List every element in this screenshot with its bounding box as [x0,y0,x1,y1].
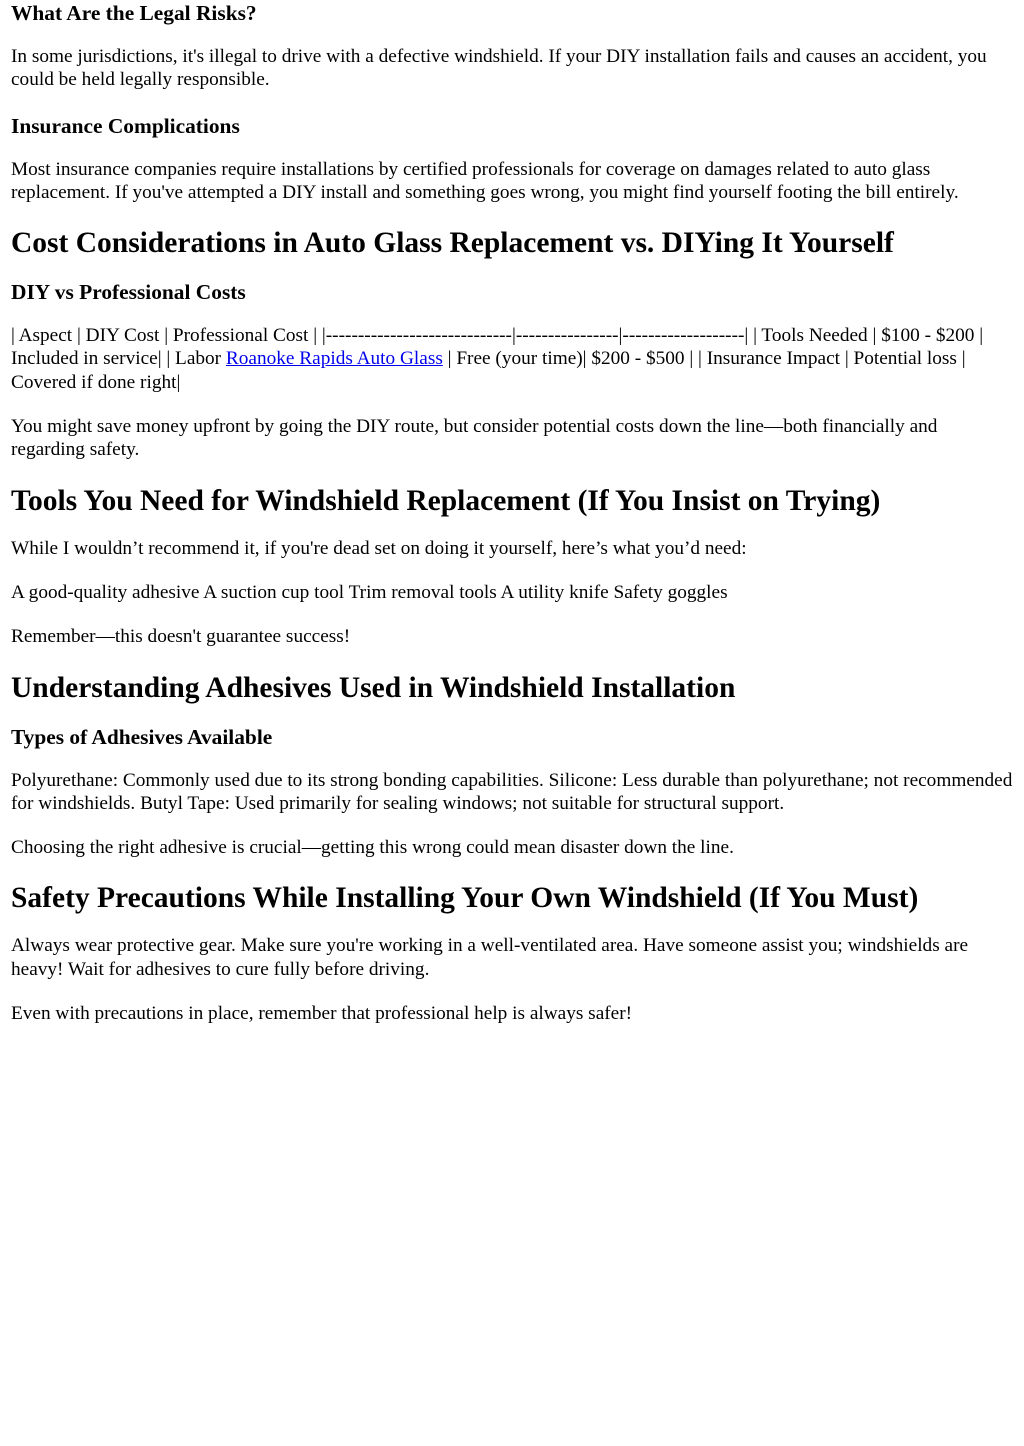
tools-intro-paragraph: While I wouldn’t recommend it, if you're dead set on doing it yourself, here’s what you’d need: [11,537,747,559]
tools-heading: Tools You Need for Windshield Replacement (If You Insist on Trying) [11,484,881,517]
tools-note-paragraph: Remember—this doesn't guarantee success! [11,626,351,648]
safety-heading: Safety Precautions While Installing Your Own Windshield (If You Must) [11,882,919,915]
insurance-paragraph: Most insurance companies require installations by certified professionals for coverage on damages related to auto glass replacement. If you've attempted a DIY install and something goes wrong, you might find yourself footing the bill entirely. [11,158,959,203]
cost-subheading: DIY vs Professional Costs [11,280,246,305]
safety-list-paragraph: Always wear protective gear. Make sure you're working in a well-ventilated area. Have someone assist you; windshields are heavy! Wait for adhesives to cure fully before driving. [11,935,969,980]
adhesives-types-paragraph: Polyurethane: Commonly used due to its strong bonding capabilities. Silicone: Less durable than polyurethane; not recommended for windshields. Butyl Tape: Used primarily for sealing windows; not suitable for structural support. [11,769,1013,814]
legal-risks-paragraph: In some jurisdictions, it's illegal to drive with a defective windshield. If your DIY installation fails and causes an accident, you could be held legally responsible. [11,46,987,91]
cost-table-text-before: | Aspect | DIY Cost | Professional Cost | |-----------------------------|----------------|-------------------| | Tools Needed | $100 - $200 | Included in service| | Labor [11,325,984,370]
cost-heading: Cost Considerations in Auto Glass Replacement vs. DIYing It Yourself [11,227,894,260]
tools-list-paragraph: A good-quality adhesive A suction cup tool Trim removal tools A utility knife Safety goggles [11,581,728,603]
adhesives-note-paragraph: Choosing the right adhesive is crucial—getting this wrong could mean disaster down the line. [11,837,734,859]
adhesives-subheading: Types of Adhesives Available [11,724,273,749]
roanoke-rapids-auto-glass-link[interactable]: Roanoke Rapids Auto Glass [225,348,443,370]
cost-table-text [11,324,1014,394]
cost-summary-paragraph: You might save money upfront by going the DIY route, but consider potential costs down the line—both financially and regarding safety. [11,416,938,461]
safety-note-paragraph: Even with precautions in place, remember that professional help is always safer! [11,1003,633,1025]
adhesives-heading: Understanding Adhesives Used in Windshield Installation [11,671,736,704]
insurance-heading: Insurance Complications [11,113,240,138]
cost-table-text-after: | Free (your time)| $200 - $500 | | Insurance Impact | Potential loss | Covered if done right| [11,348,966,393]
legal-risks-heading: What Are the Legal Risks? [11,1,257,25]
